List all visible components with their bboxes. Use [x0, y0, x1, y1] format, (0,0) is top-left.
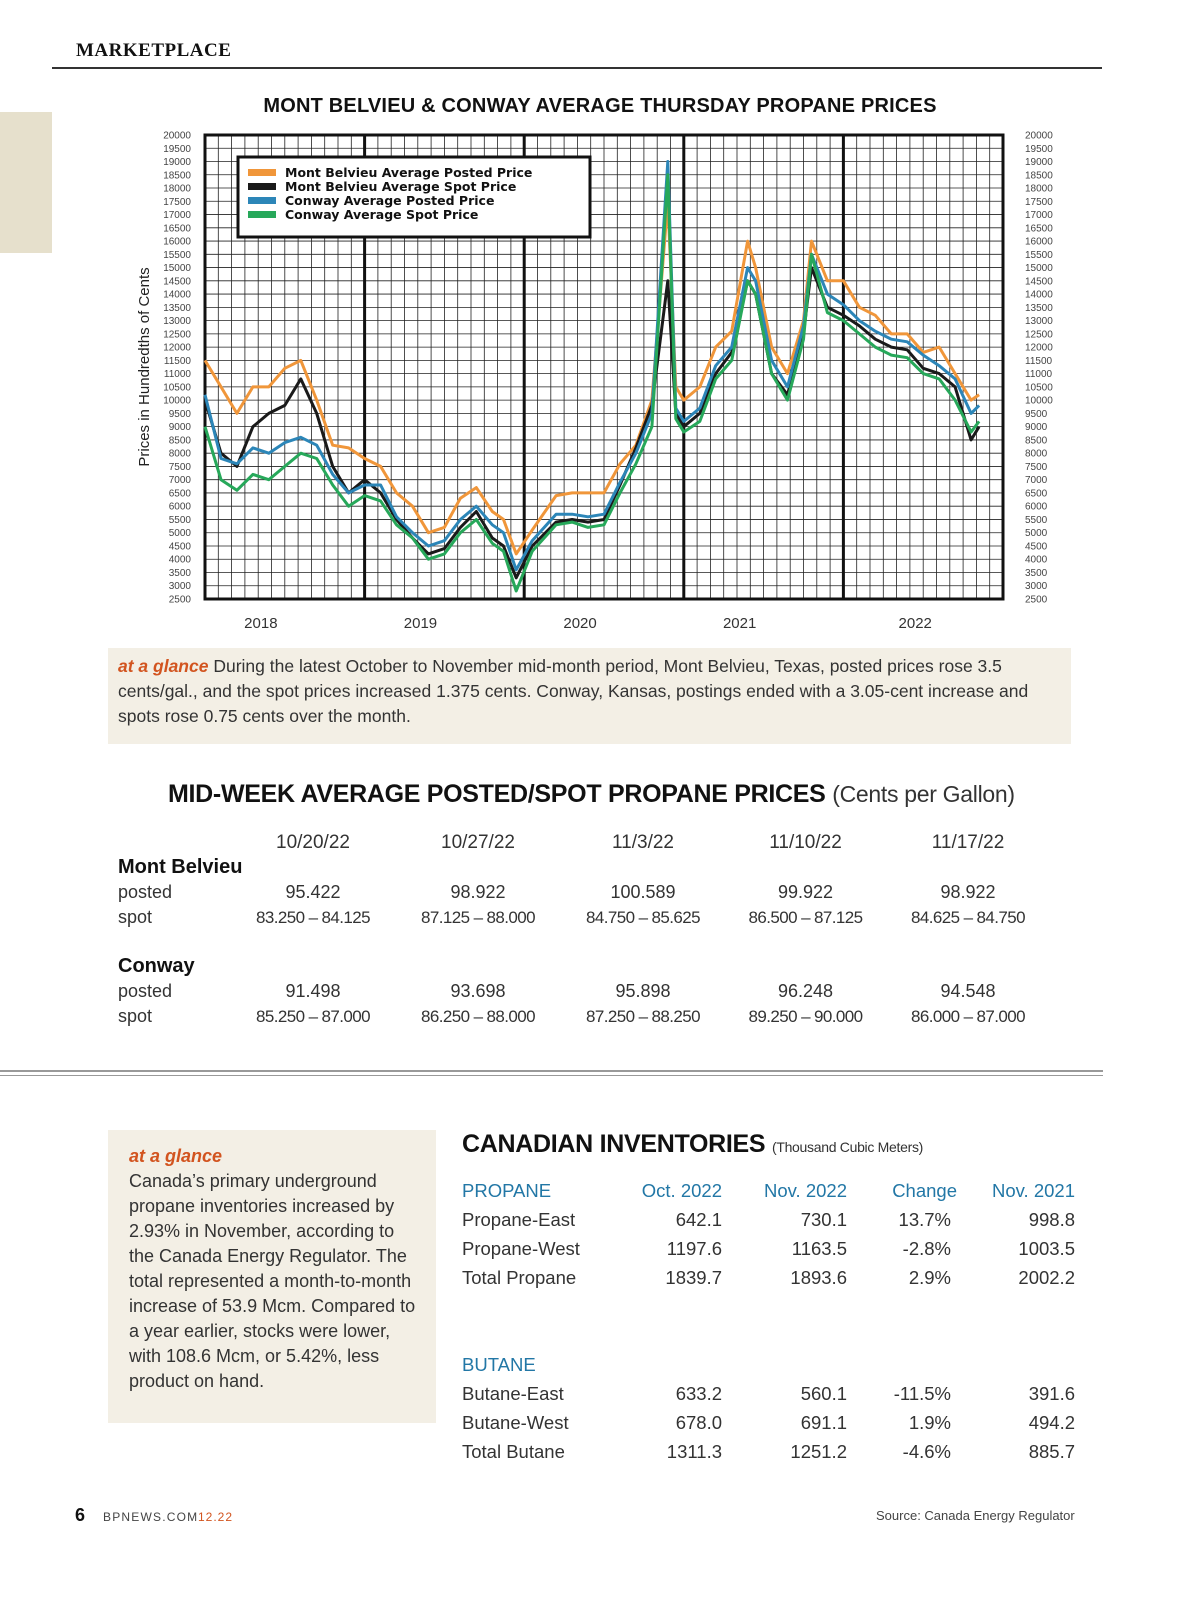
y-tick-label: 12000	[1025, 342, 1053, 354]
value-cell: 678.0	[675, 1411, 722, 1433]
value-cell: 633.2	[675, 1382, 722, 1404]
y-tick-label: 20000	[163, 130, 191, 142]
row-label: spot	[118, 1006, 153, 1026]
price-cell: 89.250 – 90.000	[748, 1006, 863, 1026]
y-tick-label: 9000	[1025, 422, 1048, 434]
table-row	[118, 979, 1053, 1004]
y-tick-label: 13500	[163, 302, 191, 314]
price-cell: 98.922	[940, 882, 996, 902]
y-tick-label: 9500	[1025, 408, 1048, 420]
x-tick-label: 2019	[403, 615, 438, 632]
y-tick-label: 12500	[163, 329, 191, 341]
canadian-inventories-table	[462, 1176, 1075, 1466]
y-tick-label: 14000	[163, 289, 191, 301]
price-cell: 84.625 – 84.750	[911, 907, 1025, 927]
row-label: posted	[118, 882, 173, 902]
group-label: PROPANE	[462, 1179, 552, 1201]
y-tick-label: 17000	[163, 210, 191, 222]
y-tick-label: 13000	[163, 316, 191, 328]
column-header: Nov. 2021	[992, 1179, 1075, 1201]
glance-label: at a glance	[129, 1146, 223, 1166]
y-tick-label: 18000	[1025, 183, 1053, 195]
table-row	[462, 1408, 1075, 1437]
row-label: Total Propane	[462, 1266, 577, 1288]
price-cell: 87.125 – 88.000	[421, 907, 535, 927]
ci-title-text: CANADIAN INVENTORIES	[462, 1130, 766, 1158]
value-cell: 560.1	[800, 1382, 847, 1404]
row-label: Butane-West	[462, 1411, 569, 1433]
market-name: Conway	[118, 955, 195, 977]
y-tick-label: 16500	[1025, 223, 1053, 235]
y-tick-label: 9500	[168, 408, 191, 420]
price-cell: 96.248	[777, 981, 834, 1001]
column-header: Change	[892, 1179, 957, 1201]
value-cell: 1197.6	[666, 1237, 722, 1259]
y-tick-label: 4000	[1025, 554, 1048, 566]
legend-label: Mont Belvieu Average Posted Price	[285, 165, 533, 180]
value-cell: -11.5%	[893, 1382, 951, 1404]
legend-swatch	[248, 197, 276, 204]
value-cell: 691.1	[800, 1411, 847, 1433]
date-header: 11/10/22	[769, 831, 842, 853]
y-tick-label: 18500	[1025, 170, 1053, 182]
y-tick-label: 17500	[1025, 196, 1053, 208]
y-tick-label: 13000	[1025, 316, 1053, 328]
y-tick-label: 6500	[1025, 488, 1048, 500]
ci-unit: (Thousand Cubic Meters)	[771, 1139, 924, 1155]
value-cell: 1311.3	[666, 1440, 722, 1462]
y-axis-label: Prices in Hundredths of Cents	[136, 267, 153, 467]
midweek-unit: (Cents per Gallon)	[832, 781, 1015, 807]
footer-source: Source: Canada Energy Regulator	[876, 1508, 1075, 1523]
glance-text: During the latest October to November mid-month period, Mont Belvieu, Texas, posted prices rose 3.5 cents/gal., and the spot prices increased 1.375 cents. Conway, Kansas, postings ended with a 3.05-cent increase and spots rose 0.75 cents over the month.	[118, 656, 1029, 726]
y-tick-label: 3000	[168, 581, 191, 593]
y-tick-label: 10000	[163, 395, 191, 407]
price-cell: 86.500 – 87.125	[748, 907, 863, 927]
page-number: 6	[75, 1505, 86, 1525]
y-tick-label: 15000	[1025, 263, 1053, 275]
propane-price-chart	[130, 125, 1070, 635]
value-cell: 885.7	[1028, 1440, 1075, 1462]
table-row	[118, 905, 1053, 930]
y-tick-label: 10000	[1025, 395, 1053, 407]
y-tick-label: 8500	[1025, 435, 1048, 447]
value-cell: 2.9%	[908, 1266, 951, 1288]
x-tick-label: 2018	[244, 615, 278, 632]
value-cell: -2.8%	[902, 1237, 951, 1259]
y-tick-label: 7000	[1025, 475, 1048, 487]
price-cell: 99.922	[777, 882, 834, 902]
y-tick-label: 15500	[1025, 249, 1053, 261]
y-tick-label: 9000	[168, 422, 191, 434]
y-tick-label: 12000	[163, 342, 191, 354]
table-row	[462, 1437, 1075, 1466]
y-tick-label: 17000	[1025, 210, 1053, 222]
y-tick-label: 11500	[163, 355, 191, 367]
column-header: Oct. 2022	[641, 1179, 722, 1201]
value-cell: 1.9%	[908, 1411, 951, 1433]
group-label: BUTANE	[462, 1353, 536, 1375]
y-tick-label: 14500	[163, 276, 191, 288]
y-tick-label: 4500	[168, 541, 191, 553]
price-cell: 98.922	[450, 882, 506, 902]
y-tick-label: 3500	[1025, 567, 1048, 579]
table-row	[462, 1263, 1075, 1292]
row-label: posted	[118, 981, 173, 1001]
y-tick-label: 15000	[163, 263, 191, 275]
y-tick-label: 12500	[1025, 329, 1053, 341]
y-tick-label: 7000	[168, 475, 191, 487]
top-rule	[52, 67, 1102, 69]
row-label: Butane-East	[462, 1382, 564, 1404]
price-cell: 86.250 – 88.000	[421, 1006, 535, 1026]
y-tick-label: 5000	[168, 528, 191, 540]
table-row	[462, 1350, 1075, 1379]
date-header: 11/17/22	[931, 831, 1005, 853]
price-cell: 100.589	[610, 882, 676, 902]
date-header: 11/3/22	[612, 831, 674, 853]
price-cell: 91.498	[285, 981, 341, 1001]
value-cell: 998.8	[1028, 1208, 1075, 1230]
footer-site: BPNEWS.COM	[103, 1510, 199, 1524]
price-cell: 84.750 – 85.625	[586, 907, 700, 927]
side-tab	[0, 112, 52, 253]
row-label: Propane-East	[462, 1208, 576, 1230]
footer-issue: 12.22	[198, 1510, 234, 1524]
y-tick-label: 6500	[168, 488, 191, 500]
value-cell: 391.6	[1028, 1382, 1075, 1404]
value-cell: 1839.7	[665, 1266, 722, 1288]
midweek-title	[168, 780, 1015, 809]
value-cell: 2002.2	[1018, 1266, 1075, 1288]
glance-box-inventories	[108, 1130, 436, 1423]
x-tick-label: 2020	[563, 615, 597, 632]
y-tick-label: 19000	[163, 157, 191, 169]
y-tick-label: 6000	[168, 501, 191, 513]
value-cell: 1893.6	[790, 1266, 847, 1288]
table-row	[462, 1379, 1075, 1408]
y-tick-label: 11000	[163, 369, 191, 381]
legend-swatch	[248, 211, 276, 218]
table-row	[118, 855, 1053, 880]
price-cell: 87.250 – 88.250	[586, 1006, 700, 1026]
glance-text: Canada’s primary underground propane inventories increased by 2.93% in November, according to the Canada Energy Regulator. The total represented a month-to-month increase of 53.9 Mcm. Compared to a year earlier, stocks were lower, with 108.6 Mcm, or 5.42%, less product on hand.	[129, 1171, 416, 1391]
y-tick-label: 2500	[168, 594, 191, 606]
y-tick-label: 11500	[1025, 355, 1053, 367]
price-cell: 95.422	[285, 882, 341, 902]
x-tick-label: 2021	[722, 615, 757, 632]
y-tick-label: 6000	[1025, 501, 1048, 513]
y-tick-label: 18000	[163, 183, 191, 195]
y-tick-label: 10500	[1025, 382, 1053, 394]
y-tick-label: 16500	[163, 223, 191, 235]
y-tick-label: 16000	[1025, 236, 1053, 248]
y-tick-label: 17500	[163, 196, 191, 208]
y-tick-label: 11000	[1025, 369, 1053, 381]
y-tick-label: 3500	[168, 567, 191, 579]
y-tick-label: 14000	[1025, 289, 1053, 301]
price-cell: 83.250 – 84.125	[256, 907, 370, 927]
table-row	[462, 1205, 1075, 1234]
table-row	[118, 830, 1053, 855]
legend-label: Conway Average Spot Price	[285, 207, 479, 222]
price-cell: 93.698	[450, 981, 506, 1001]
legend-label: Mont Belvieu Average Spot Price	[285, 179, 517, 194]
y-tick-label: 8000	[1025, 448, 1048, 460]
table-row	[462, 1234, 1075, 1263]
value-cell: -4.6%	[902, 1440, 951, 1462]
y-tick-label: 14500	[1025, 276, 1053, 288]
section-title: MARKETPLACE	[76, 40, 232, 61]
y-tick-label: 5000	[1025, 528, 1048, 540]
y-tick-label: 19500	[1025, 143, 1053, 155]
y-tick-label: 20000	[1025, 130, 1053, 142]
y-tick-label: 8000	[168, 448, 191, 460]
y-tick-label: 3000	[1025, 581, 1048, 593]
value-cell: 1003.5	[1018, 1237, 1075, 1259]
table-row	[118, 880, 1053, 905]
y-tick-label: 13500	[1025, 302, 1053, 314]
y-tick-label: 15500	[163, 249, 191, 261]
glance-box-prices	[108, 648, 1071, 744]
date-header: 10/27/22	[441, 831, 515, 853]
section-divider	[0, 1070, 1103, 1076]
legend-label: Conway Average Posted Price	[285, 193, 495, 208]
midweek-table	[118, 830, 1053, 1029]
y-tick-label: 18500	[163, 170, 191, 182]
x-tick-label: 2022	[898, 615, 932, 632]
date-header: 10/20/22	[276, 831, 350, 853]
value-cell: 13.7%	[898, 1208, 951, 1230]
value-cell: 730.1	[800, 1208, 847, 1230]
glance-label: at a glance	[118, 656, 209, 676]
chart-title: MONT BELVIEU & CONWAY AVERAGE THURSDAY PROPANE PRICES	[263, 95, 937, 117]
table-row	[462, 1176, 1075, 1205]
value-cell: 494.2	[1028, 1411, 1075, 1433]
table-row	[118, 954, 1053, 979]
y-tick-label: 19500	[163, 143, 191, 155]
value-cell: 642.1	[675, 1208, 722, 1230]
column-header: Nov. 2022	[764, 1179, 847, 1201]
price-cell: 86.000 – 87.000	[911, 1006, 1025, 1026]
row-label: spot	[118, 907, 153, 927]
y-tick-label: 19000	[1025, 157, 1053, 169]
market-name: Mont Belvieu	[118, 856, 243, 878]
price-cell: 95.898	[615, 981, 671, 1001]
y-tick-label: 7500	[168, 461, 191, 473]
midweek-title-text: MID-WEEK AVERAGE POSTED/SPOT PROPANE PRICES	[168, 780, 826, 808]
canadian-inventories-title	[462, 1130, 923, 1159]
legend-swatch	[248, 169, 276, 176]
table-row	[118, 1004, 1053, 1029]
y-tick-label: 8500	[168, 435, 191, 447]
y-tick-label: 10500	[163, 382, 191, 394]
value-cell: 1163.5	[791, 1237, 847, 1259]
price-cell: 94.548	[940, 981, 996, 1001]
legend-swatch	[248, 183, 276, 190]
y-tick-label: 7500	[1025, 461, 1048, 473]
y-tick-label: 4500	[1025, 541, 1048, 553]
y-tick-label: 5500	[1025, 514, 1048, 526]
row-label: Total Butane	[462, 1440, 565, 1462]
y-tick-label: 16000	[163, 236, 191, 248]
row-label: Propane-West	[462, 1237, 580, 1259]
price-cell: 85.250 – 87.000	[256, 1006, 370, 1026]
y-tick-label: 2500	[1025, 594, 1048, 606]
y-tick-label: 4000	[168, 554, 191, 566]
y-tick-label: 5500	[168, 514, 191, 526]
value-cell: 1251.2	[790, 1440, 847, 1462]
